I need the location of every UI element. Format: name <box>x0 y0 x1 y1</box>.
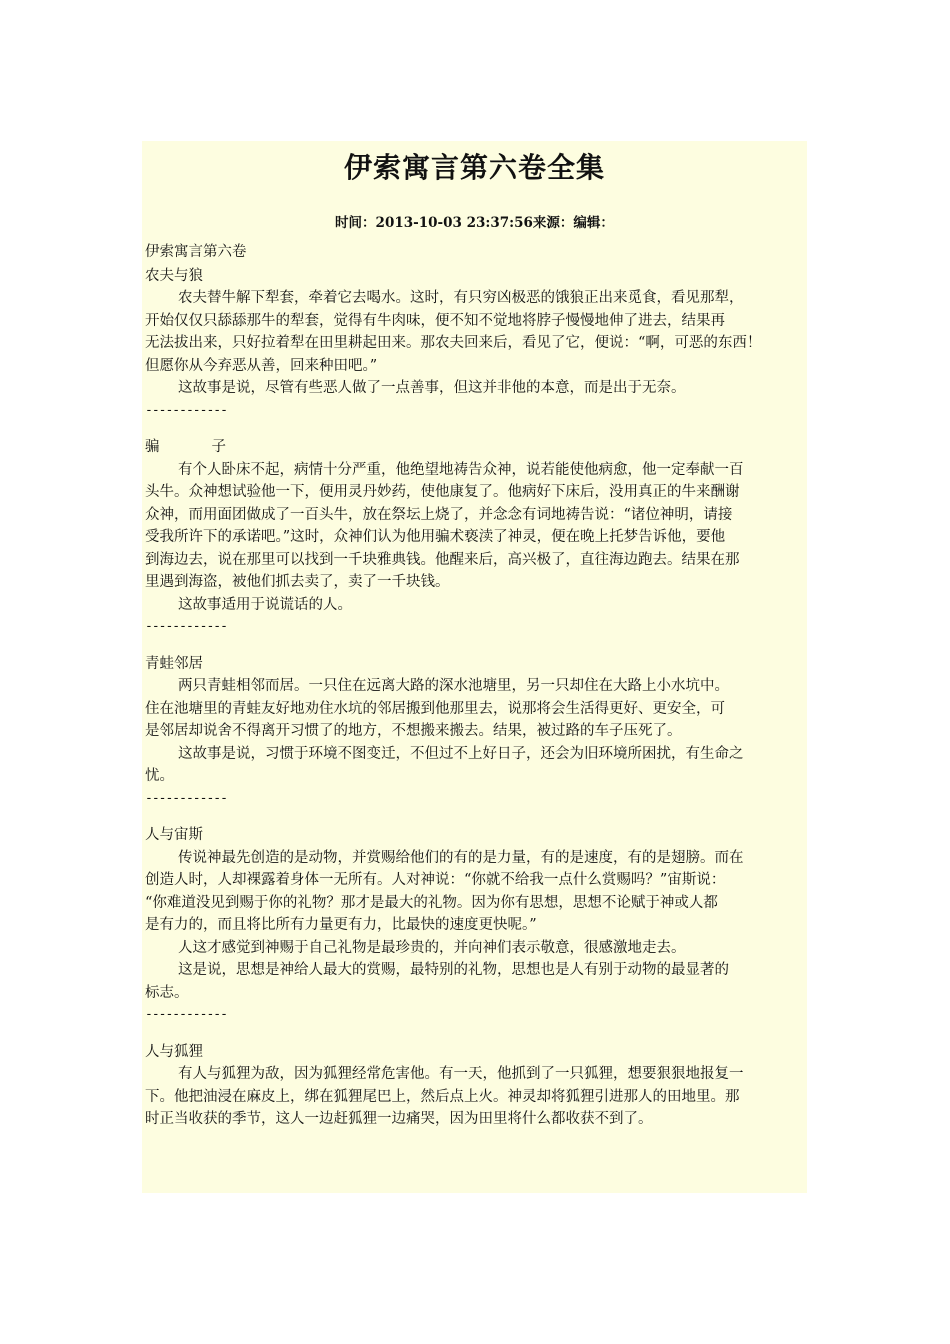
story-line: 开始仅仅只舔舔那牛的犁套，觉得有牛肉味，便不知不觉地将脖子慢慢地伸了进去，结果再 <box>145 312 725 329</box>
separator: ------------ <box>145 1007 227 1022</box>
story-line: 有个人卧床不起，病情十分严重，他绝望地祷告众神，说若能使他病愈，他一定奉献一百 <box>178 461 744 478</box>
story-line: 住在池塘里的青蛙友好地劝住水坑的邻居搬到他那里去，说那将会生活得更好、更安全，可 <box>145 700 725 717</box>
story-line: 时正当收获的季节，这人一边赶狐狸一边痛哭，因为田里将什么都收获不到了。 <box>145 1111 653 1127</box>
article-body <box>145 241 813 1131</box>
story-title: 农夫与狼 <box>145 267 203 284</box>
story-moral: 这故事适用于说谎话的人。 <box>178 596 352 613</box>
story-moral: 忧。 <box>145 768 174 784</box>
separator: ------------ <box>145 402 227 418</box>
story-line: “你难道没见到赐于你的礼物？那才是最大的礼物。因为你有思想，思想不论赋于神或人都 <box>145 894 718 911</box>
story-line: 头牛。众神想试验他一下，便用灵丹妙药，使他康复了。他病好下床后，没用真正的牛来酬谢 <box>145 484 740 500</box>
story-moral: 标志。 <box>145 984 189 1001</box>
page-title: 伊索寓言第六卷全集 <box>343 151 605 184</box>
story-line: 受我所许下的承诺吧。”这时，众神们认为他用骗术亵渎了神灵，便在晚上托梦告诉他，要他 <box>145 529 726 545</box>
story-line: 两只青蛙相邻而居。一只住在远离大路的深水池塘里，另一只却住在大路上小水坑中。 <box>178 678 729 694</box>
story-title: 骗 子 <box>145 439 226 455</box>
story-line: 有人与狐狸为敌，因为狐狸经常危害他。有一天，他抓到了一只狐狸，想要狠狠地报复一 <box>178 1066 744 1082</box>
story-line: 人这才感觉到神赐于自己礼物是最珍贵的，并向神们表示敬意，很感激地走去。 <box>178 939 686 956</box>
article-meta: 时间：2013-10-03 23:37:56来源：编辑： <box>335 215 614 231</box>
separator: ------------ <box>145 790 227 806</box>
story-line: 里遇到海盗，被他们抓去卖了，卖了一千块钱。 <box>145 574 450 590</box>
story-line: 众神，而用面团做成了一百头牛，放在祭坛上烧了，并念念有词地祷告说：“诸位神明，请接 <box>145 506 733 523</box>
volume-label: 伊索寓言第六卷 <box>145 244 247 260</box>
story-line: 但愿你从今弃恶从善，回来种田吧。” <box>145 357 378 374</box>
story-title: 人与狐狸 <box>145 1043 203 1060</box>
story-title: 人与宙斯 <box>145 827 203 843</box>
story-moral: 这故事是说，习惯于环境不图变迁，不但过不上好日子，还会为旧环境所困扰，有生命之 <box>178 745 744 762</box>
story-line: 无法拔出来，只好拉着犁在田里耕起田来。那农夫回来后，看见了它，便说：“啊，可恶的东西！ <box>145 335 762 351</box>
story-line: 到海边去，说在那里可以找到一千块雅典钱。他醒来后，高兴极了，直往海边跑去。结果在那 <box>145 551 740 568</box>
story-title: 青蛙邻居 <box>145 655 203 672</box>
story-line: 传说神最先创造的是动物，并赏赐给他们的有的是力量，有的是速度，有的是翅膀。而在 <box>178 849 744 866</box>
story-line: 创造人时，人却裸露着身体一无所有。人对神说：“你就不给我一点什么赏赐吗？”宙斯说： <box>145 872 726 888</box>
story-moral: 这故事是说，尽管有些恶人做了一点善事，但这并非他的本意，而是出于无奈。 <box>178 380 686 396</box>
story-line: 农夫替牛解下犁套，牵着它去喝水。这时，有只穷凶极恶的饿狼正出来觅食，看见那犁， <box>178 290 744 306</box>
separator: ------------ <box>145 619 227 634</box>
story-line: 是有力的，而且将比所有力量更有力，比最快的速度更快呢。” <box>145 917 537 933</box>
story-moral: 这是说，思想是神给人最大的赏赐，最特别的礼物，思想也是人有别于动物的最显著的 <box>178 962 729 978</box>
story-line: 下。他把油浸在麻皮上，绑在狐狸尾巴上，然后点上火。神灵却将狐狸引进那人的田地里。那 <box>145 1088 740 1105</box>
story-line: 是邻居却说舍不得离开习惯了的地方，不想搬来搬去。结果，被过路的车子压死了。 <box>145 723 682 739</box>
